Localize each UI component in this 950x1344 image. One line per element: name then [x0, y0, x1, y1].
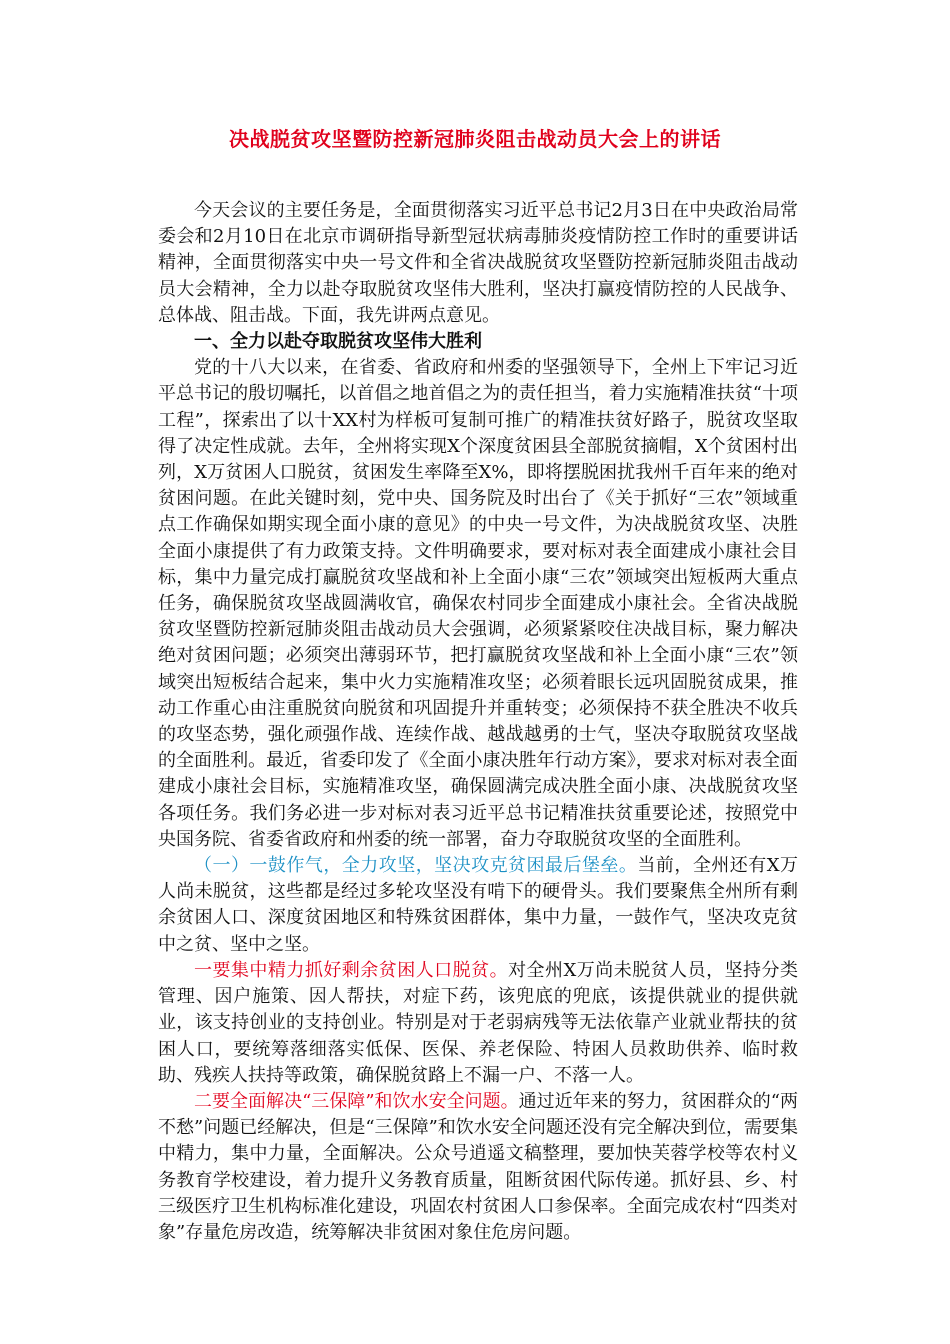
- item-2-text: 通过近年来的努力，贫困群众的“两不愁”问题已经解决，但是“三保障”和饮水安全问题还没有完全解决到位，需要集中精力，集中力量，全面解决。公众号逍遥文稿整理，要加快芙蓉学校等农村义务教育学校建设，着力提升义务教育质量，阻断贫困代际传递。抓好县、乡、村三级医疗卫生机构标准化建设，巩固农村贫困人口参保率。全面完成农村“四类对象”存量危房改造，统筹解决非贫困对象住危房问题。: [158, 1090, 798, 1243]
- item-1-heading: 一要集中精力抓好剩余贫困人口脱贫。: [194, 959, 509, 981]
- intro-paragraph: 今天会议的主要任务是，全面贯彻落实习近平总书记2月3日在中央政治局常委会和2月10日在北京市调研指导新型冠状病毒肺炎疫情防控工作时的重要讲话精神，全面贯彻落实中央一号文件和全省决战脱贫攻坚暨防控新冠肺炎阻击战动员大会精神，全力以赴夺取脱贫攻坚伟大胜利，坚决打赢疫情防控的人民战争、总体战、阻击战。下面，我先讲两点意见。: [158, 200, 798, 326]
- document-title: 决战脱贫攻坚暨防控新冠肺炎阻击战动员大会上的讲话: [229, 127, 721, 151]
- item-1-text: 对全州X万尚未脱贫人员，坚持分类管理、因户施策、因人帮扶，对症下药，该兜底的兜底，该提供就业的提供就业，该支持创业的支持创业。特别是对于老弱病残等无法依靠产业就业帮扶的贫困人口，要统筹落细落实低保、医保、养老保险、特困人员救助供养、临时救助、残疾人扶持等政策，确保脱贫路上不漏一户、不落一人。: [158, 959, 798, 1086]
- subsection-1-text: 当前，全州还有X万人尚未脱贫，这些都是经过多轮攻坚没有啃下的硬骨头。我们要聚焦全州所有剩余贫困人口、深度贫困地区和特殊贫困群体，集中力量，一鼓作气，坚决攻克贫中之贫、坚中之坚。: [158, 855, 798, 955]
- document-body: [158, 198, 798, 1246]
- subsection-1-heading: （一）一鼓作气，全力攻坚，坚决攻克贫困最后堡垒。: [194, 855, 638, 877]
- subsection-1-paragraph: [158, 853, 798, 958]
- section-heading-1: 一、全力以赴夺取脱贫攻坚伟大胜利: [194, 331, 482, 353]
- item-2-heading: 二要全面解决“三保障”和饮水安全问题。: [194, 1090, 519, 1112]
- section-1-paragraph: 党的十八大以来，在省委、省政府和州委的坚强领导下，全州上下牢记习近平总书记的殷切嘱托，以首倡之地首倡之为的责任担当，着力实施精准扶贫“十项工程”，探索出了以十XX村为样板可复制可推广的精准扶贫好路子，脱贫攻坚取得了决定性成就。去年，全州将实现X个深度贫困县全部脱贫摘帽，X个贫困村出列，X万贫困人口脱贫，贫困发生率降至X%，即将摆脱困扰我州千百年来的绝对贫困问题。在此关键时刻，党中央、国务院及时出台了《关于抓好“三农”领域重点工作确保如期实现全面小康的意见》的中央一号文件，为决战脱贫攻坚、决胜全面小康提供了有力政策支持。文件明确要求，要对标对表全面建成小康社会目标，集中力量完成打赢脱贫攻坚战和补上全面小康“三农”领域突出短板两大重点任务，确保脱贫攻坚战圆满收官，确保农村同步全面建成小康社会。全省决战脱贫攻坚暨防控新冠肺炎阻击战动员大会强调，必须紧紧咬住决战目标，聚力解决绝对贫困问题；必须突出薄弱环节，把打赢脱贫攻坚战和补上全面小康“三农”领域突出短板结合起来，集中火力实施精准攻坚；必须着眼长远巩固脱贫成果，推动工作重心由注重脱贫向脱贫和巩固提升并重转变；必须保持不获全胜决不收兵的攻坚态势，强化顽强作战、连续作战、越战越勇的士气，坚决夺取脱贫攻坚战的全面胜利。最近，省委印发了《全面小康决胜年行动方案》，要求对标对表全面建成小康社会目标，实施精准攻坚，确保圆满完成决胜全面小康、决战脱贫攻坚各项任务。我们务必进一步对标对表习近平总书记精准扶贫重要论述，按照党中央国务院、省委省政府和州委的统一部署，奋力夺取脱贫攻坚的全面胜利。: [158, 357, 798, 850]
- item-1-paragraph: [158, 958, 798, 1089]
- item-2-paragraph: [158, 1089, 798, 1246]
